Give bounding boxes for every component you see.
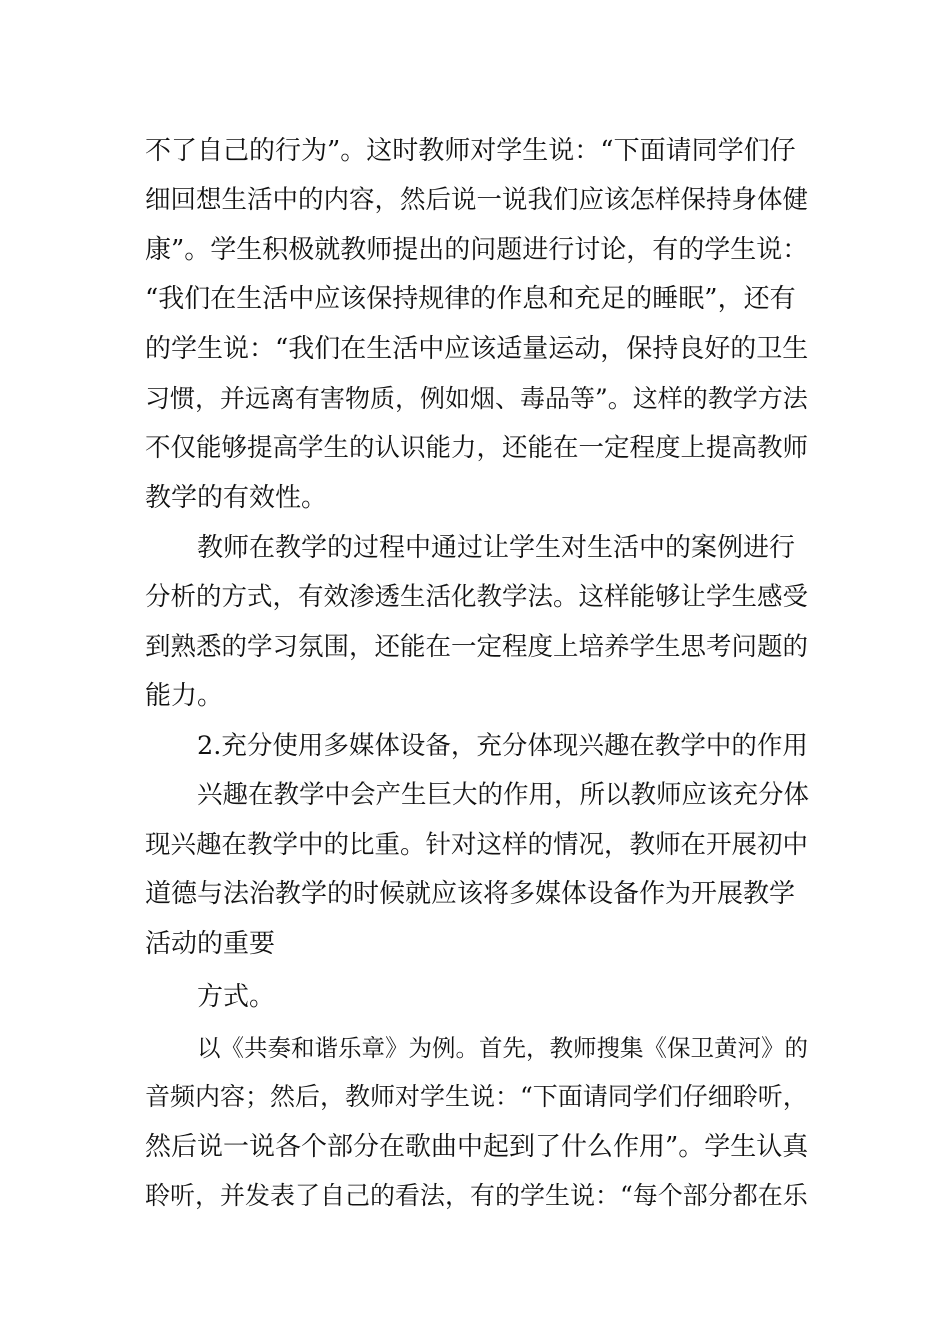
text-line: 能力。 (145, 681, 224, 711)
text-line: 现兴趣在教学中的比重。针对这样的情况，教师在开展初中 (145, 830, 809, 860)
text-line: 音频内容；然后，教师对学生说：“下面请同学们仔细聆听， (145, 1082, 808, 1111)
text-line: 到熟悉的学习氛围，还能在一定程度上培养学生思考问题的 (145, 632, 809, 662)
text-line: 方式。 (197, 982, 276, 1012)
text-line: 的学生说：“我们在生活中应该适量运动，保持良好的卫生 (145, 334, 809, 364)
text-line: “我们在生活中应该保持规律的作息和充足的睡眠”，还有 (145, 284, 796, 314)
text-line: 道德与法治教学的时候就应该将多媒体设备作为开展教学 (145, 879, 796, 909)
text-line: 然后说一说各个部分在歌曲中起到了什么作用”。学生认真 (145, 1132, 809, 1162)
text-line: 不仅能够提高学生的认识能力，还能在一定程度上提高教师 (145, 433, 809, 463)
text-line: 不了自己的行为”。这时教师对学生说：“下面请同学们仔 (145, 136, 796, 166)
text-line: 康”。学生积极就教师提出的问题进行讨论，有的学生说： (145, 235, 809, 265)
section-heading: 2.充分使用多媒体设备，充分体现兴趣在教学中的作用 (197, 731, 808, 761)
text-line: 教学的有效性。 (145, 483, 328, 513)
text-line: 习惯，并远离有害物质，例如烟、毒品等”。这样的教学方法 (145, 384, 808, 413)
text-line: 教师在教学的过程中通过让学生对生活中的案例进行 (197, 533, 796, 563)
text-line: 活动的重要 (145, 929, 276, 959)
text-line: 细回想生活中的内容，然后说一说我们应该怎样保持身体健 (145, 185, 809, 215)
text-line: 分析的方式，有效渗透生活化教学法。这样能够让学生感受 (145, 582, 809, 612)
text-line: 以《共奏和谐乐章》为例。首先，教师搜集《保卫黄河》的 (197, 1034, 808, 1062)
text-line: 兴趣在教学中会产生巨大的作用，所以教师应该充分体 (197, 780, 810, 810)
text-line: 聆听，并发表了自己的看法，有的学生说：“每个部分都在乐 (145, 1181, 808, 1210)
